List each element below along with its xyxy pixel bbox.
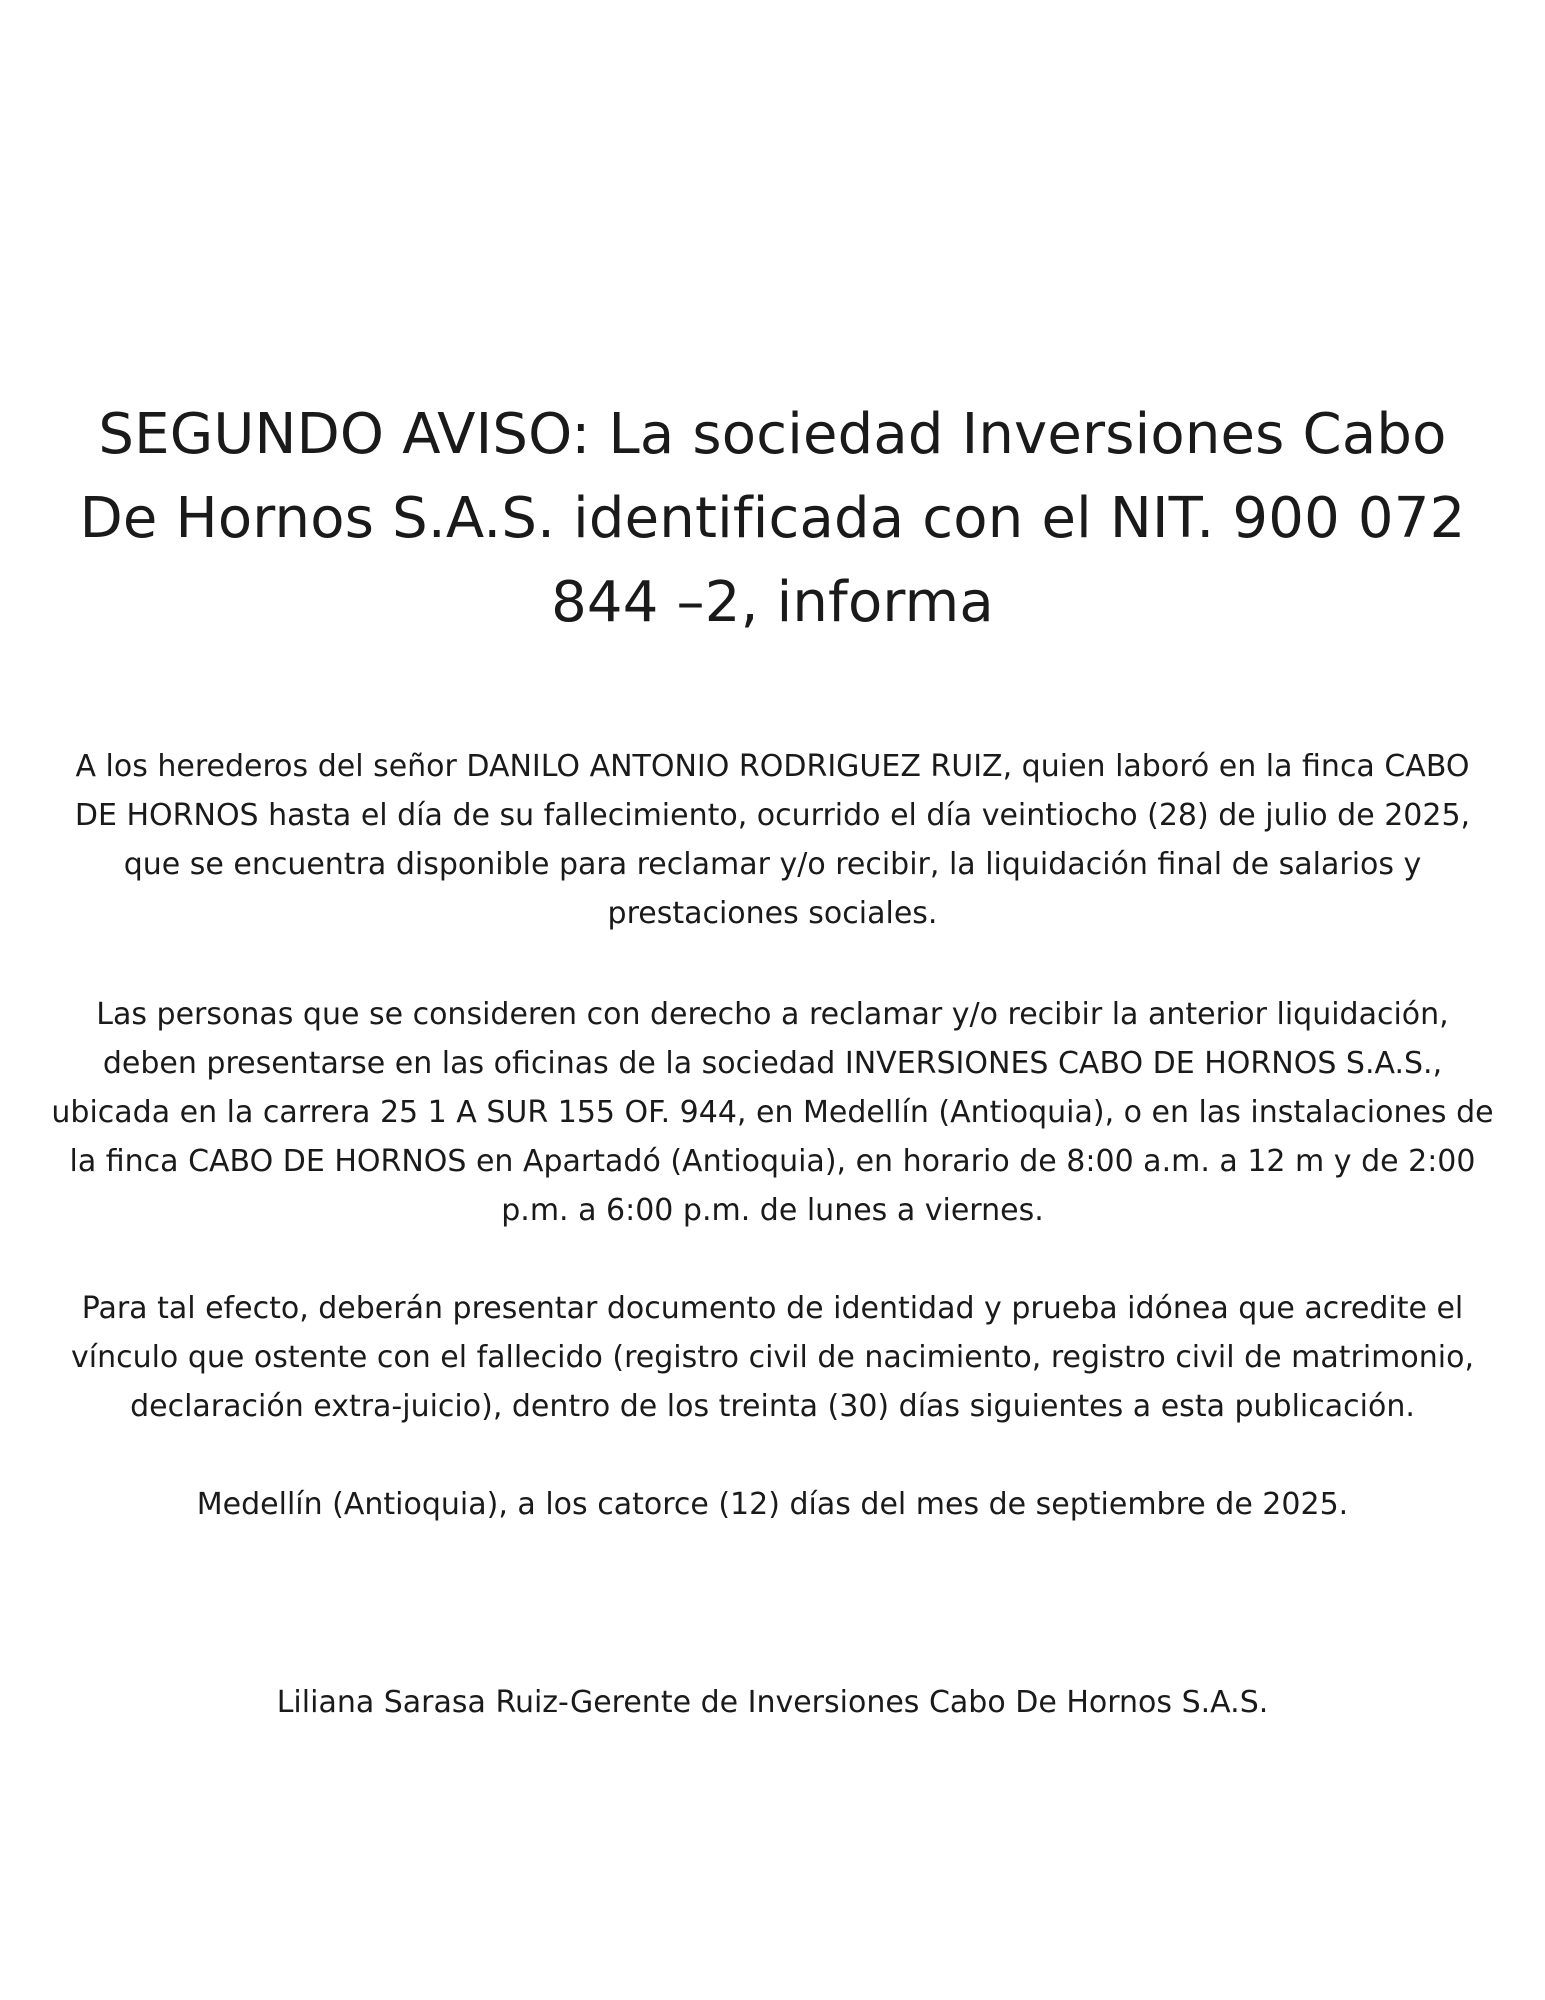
- notice-title: SEGUNDO AVISO: La sociedad Inversiones Cabo De Hornos S.A.S. identificada con el NIT. 900 072 844 –2, informa: [79, 402, 1466, 635]
- paragraph-claim-location: Las personas que se consideren con derecho a reclamar y/o recibir la anterior liquidación, deben presentarse en las oficinas de la sociedad INVERSIONES CABO DE HORNOS S.A.S., ubicada en la carrera 25 1 A SUR 155 OF. 944, en Medellín (Antioquia), o en las instalaciones de la finca CABO DE HORNOS en Apartadó (Antioquia), en horario de 8:00 a.m. a 12 m y de 2:00 p.m. a 6:00 p.m. de lunes a viernes.: [51, 997, 1494, 1228]
- paragraph-requirements: Para tal efecto, deberán presentar documento de identidad y prueba idónea que acredite el vínculo que ostente con el fallecido (registro civil de nacimiento, registro civil de matrimonio, declaración extra-juicio), dentro de los treinta (30) días siguientes a esta publicación.: [70, 1291, 1474, 1424]
- signature-line: Liliana Sarasa Ruiz-Gerente de Inversiones Cabo De Hornos S.A.S.: [276, 1685, 1269, 1720]
- paragraph-heirs: A los herederos del señor DANILO ANTONIO RODRIGUEZ RUIZ, quien laboró en la finca CABO DE HORNOS hasta el día de su fallecimiento, ocurrido el día veintiocho (28) de julio de 2025, que se encuentra disponible para reclamar y/o recibir, la liquidación final de salarios y prestaciones sociales.: [74, 749, 1471, 931]
- date-line: Medellín (Antioquia), a los catorce (12) días del mes de septiembre de 2025.: [196, 1487, 1349, 1522]
